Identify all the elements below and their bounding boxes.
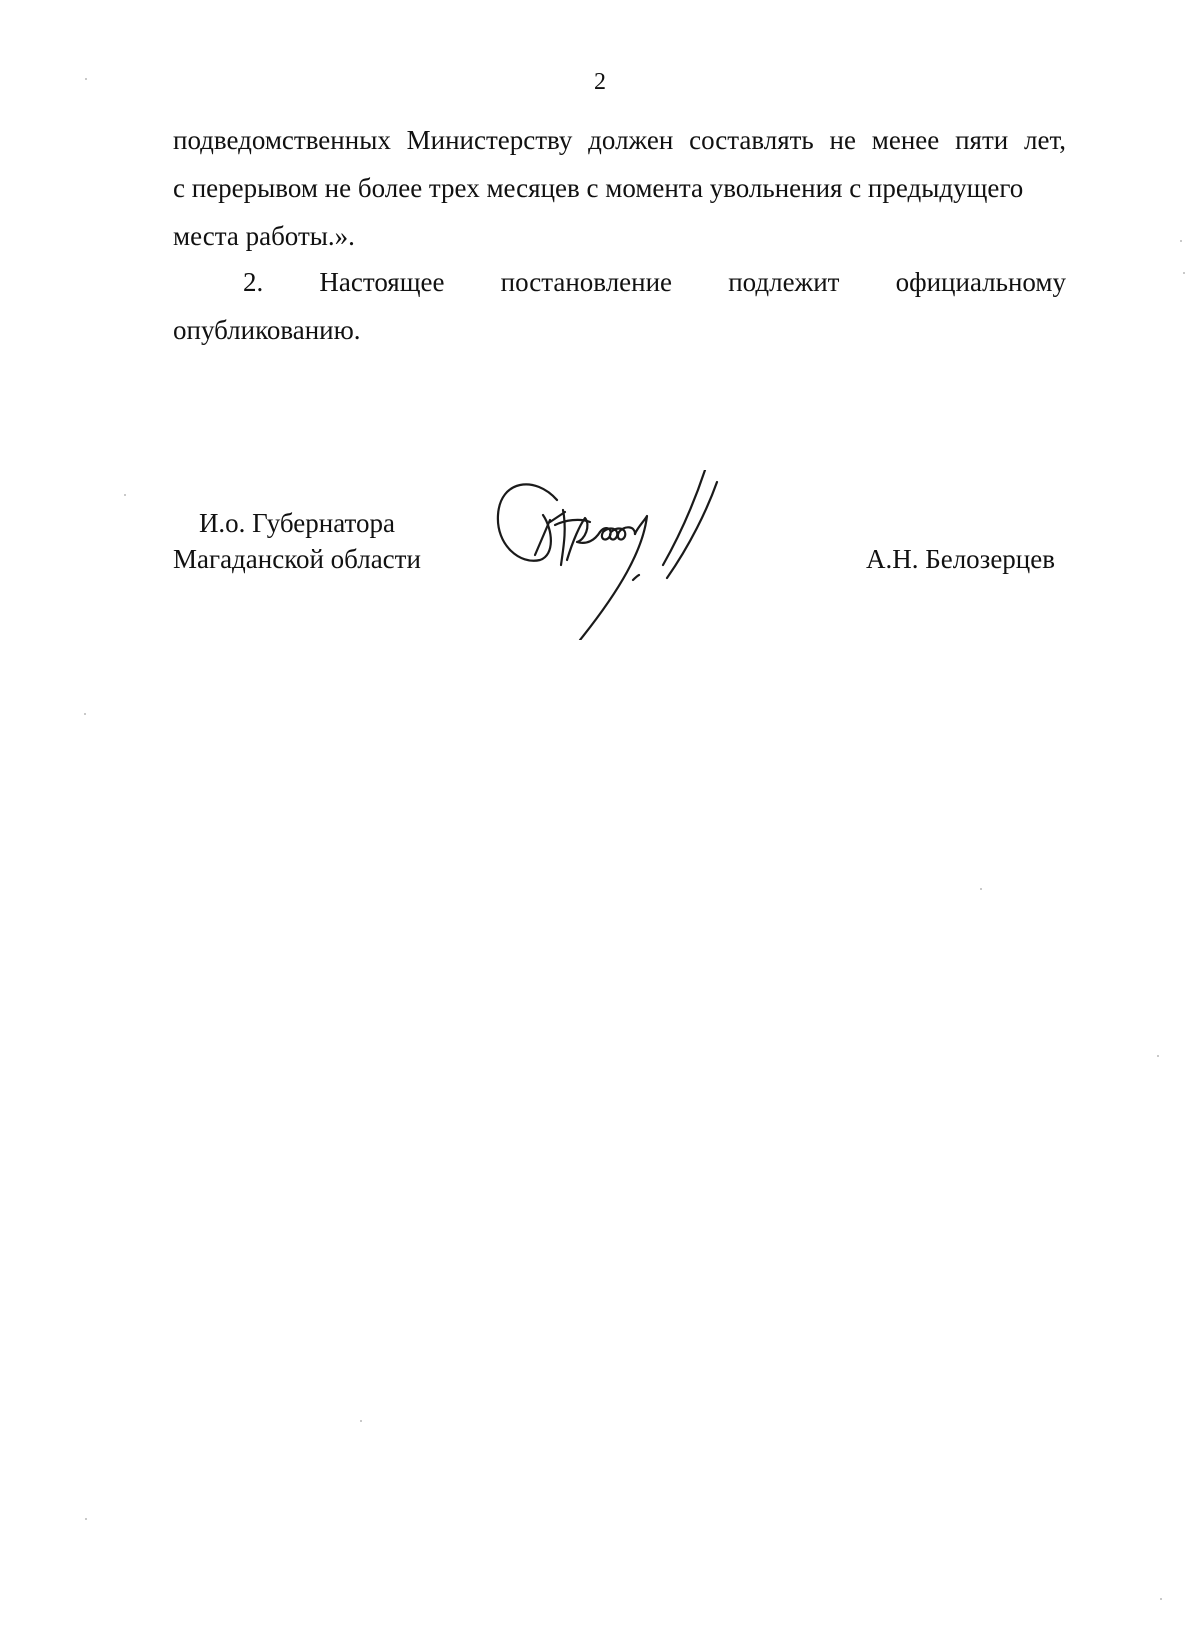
paragraph-1-line-3: места работы.». <box>173 221 355 251</box>
scan-speck <box>1157 1055 1159 1057</box>
page-number: 2 <box>594 69 606 95</box>
scan-speck <box>85 78 87 80</box>
scan-speck <box>1183 272 1185 274</box>
paragraph-2-line-1: 2. Настоящее постановление подлежит официальному <box>243 267 1066 297</box>
scan-speck <box>1180 240 1182 242</box>
scan-speck <box>124 494 126 496</box>
signer-name: А.Н. Белозерцев <box>865 544 1055 574</box>
signer-position-line-1: И.о. Губернатора <box>198 508 395 538</box>
scan-speck <box>1160 1598 1162 1600</box>
paragraph-2 <box>173 258 1066 354</box>
signer-position <box>173 505 421 577</box>
paragraph-1 <box>173 116 1066 260</box>
paragraph-1-line-1: подведомственных Министерству должен составлять не менее пяти лет, <box>173 125 1066 155</box>
handwritten-signature <box>495 470 755 640</box>
paragraph-1-line-2: с перерывом не более трех месяцев с момента увольнения с предыдущего <box>173 173 1024 203</box>
scan-speck <box>360 1420 362 1422</box>
scan-speck <box>84 713 86 715</box>
scan-speck <box>85 1518 87 1520</box>
scan-speck <box>980 888 982 890</box>
paragraph-2-line-2: опубликованию. <box>173 315 361 345</box>
signer-position-line-2: Магаданской области <box>173 544 421 574</box>
